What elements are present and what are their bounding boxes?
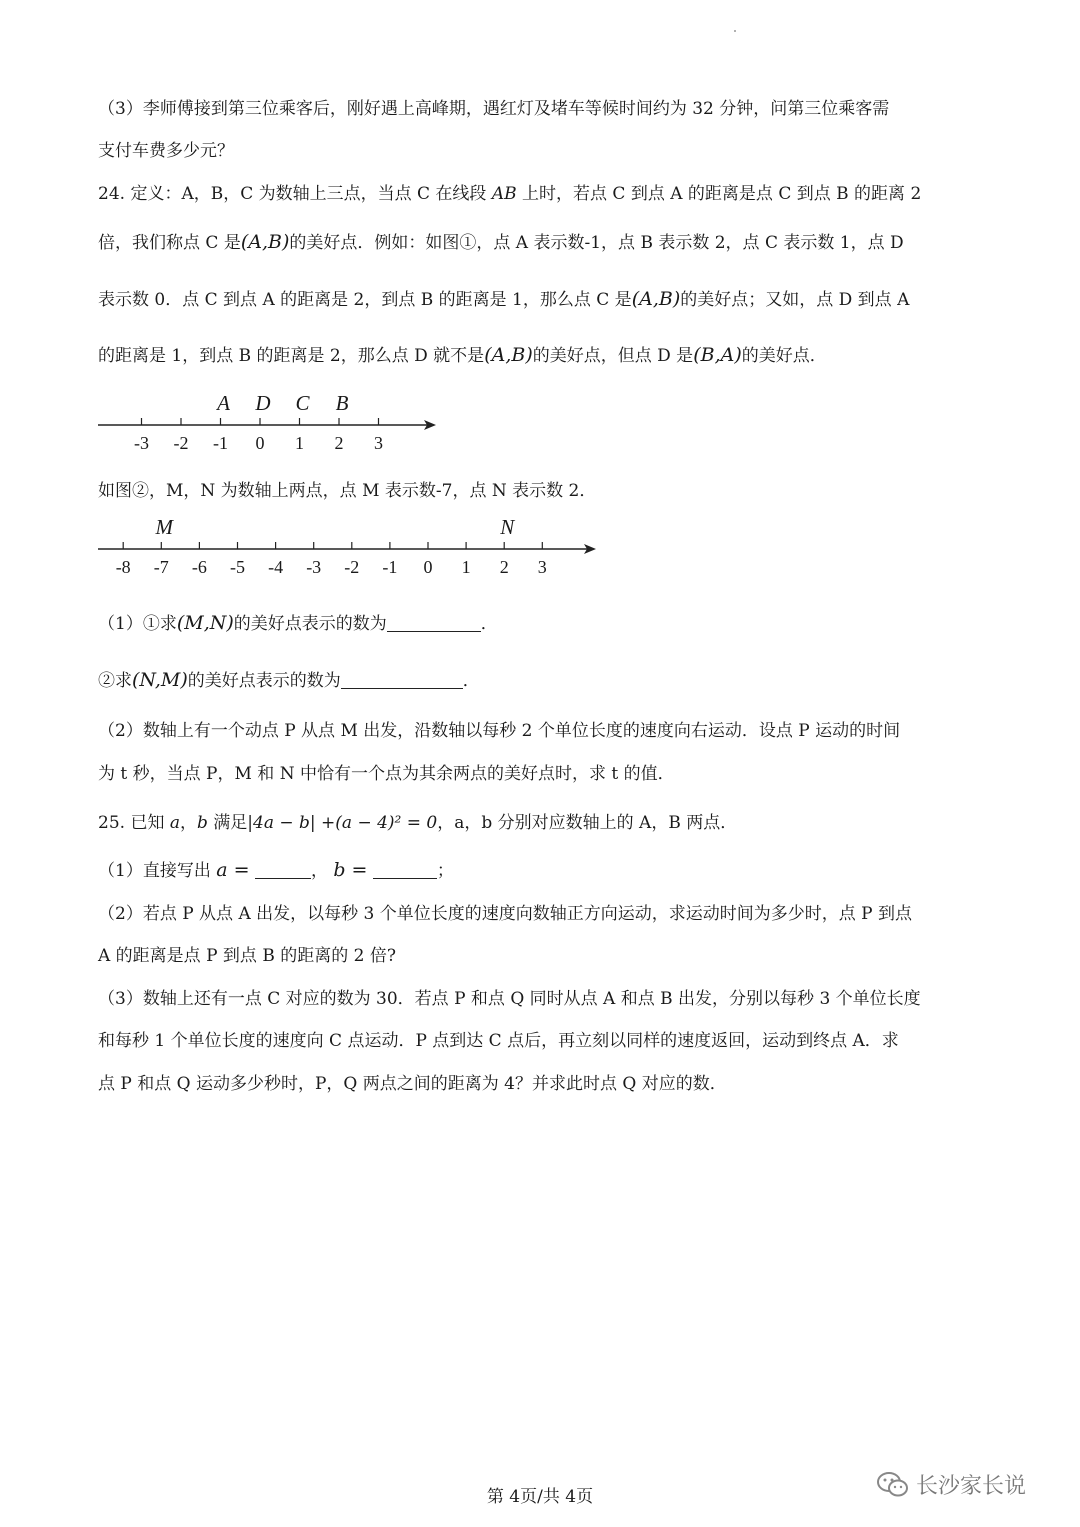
tick-label: 2	[499, 557, 509, 577]
tick-label: 0	[255, 433, 265, 453]
pair-a-b: (A,B)	[484, 344, 533, 366]
pair-a-b: (A,B)	[631, 288, 681, 310]
tick-label: -5	[230, 557, 245, 577]
page-footer: 第 4页/共 4页	[486, 1487, 594, 1507]
pair-b-a: (B,A)	[693, 344, 742, 366]
tick-label: 3	[537, 557, 547, 577]
tick-label: -6	[191, 557, 207, 577]
tick-label: -2	[344, 557, 360, 577]
answer-blank[interactable]	[341, 672, 463, 689]
segment-ab: AB	[491, 184, 517, 204]
tick-label: -1	[382, 557, 398, 577]
point-label-m: M	[155, 515, 174, 539]
watermark	[876, 1469, 1026, 1500]
tick-label: 1	[295, 433, 304, 453]
watermark-text: 长沙家长说	[916, 1474, 1027, 1499]
tick-label: -7	[153, 557, 169, 577]
point-label-n: N	[500, 515, 515, 539]
q23-part3-line2: 支付车费多少元？	[98, 141, 234, 161]
q24-line4: 的距离是 1，到点 B 的距离是 2，那么点 D 就不是(A,B)的美好点，但点 D 是(B,A)的美好点．	[98, 344, 827, 366]
pair-a-b: (A,B)	[240, 231, 290, 253]
q25-part2-line1: （2）若点 P 从点 A 出发，以每秒 3 个单位长度的速度向数轴正方向运动，求运动时间为多少时，点 P 到点	[98, 904, 913, 924]
tick-label: 1	[461, 557, 471, 577]
q24-part1-b: ②求(N,M)的美好点表示的数为 ．	[98, 669, 480, 691]
q24-part2-line2: 为 t 秒，当点 P，M 和 N 中恰有一个点为其余两点的美好点时，求 t 的值．	[98, 764, 675, 784]
q24-part2-line1: （2）数轴上有一个动点 P 从点 M 出发，沿数轴以每秒 2 个单位长度的速度向右运动．设点 P 运动的时间	[98, 721, 901, 741]
answer-blank-a[interactable]	[255, 862, 311, 879]
point-label-a: A	[217, 391, 230, 415]
answer-blank-b[interactable]	[373, 862, 437, 879]
point-label-b: B	[335, 391, 349, 415]
tick-label: -4	[268, 557, 284, 577]
point-label-c: C	[295, 391, 310, 415]
q25-part3-line1: （3）数轴上还有一点 C 对应的数为 30．若点 P 和点 Q 同时从点 A 和点 B 出发，分别以每秒 3 个单位长度	[98, 989, 921, 1009]
q24-line2: 倍，我们称点 C 是(A,B)的美好点．例如：如图①，点 A 表示数-1，点 B 表示数 2，点 C 表示数 1，点 D	[98, 231, 904, 253]
q25-part1: （1）直接写出 a = ， b = ；	[98, 859, 454, 881]
tick-label: -1	[213, 433, 228, 453]
q23-part3-line1: （3）李师傅接到第三位乘客后，刚好遇上高峰期，遇红灯及堵车等候时间约为 32 分钟，问第三位乘客需	[98, 99, 890, 119]
q24-line1: 24. 定义：A，B，C 为数轴上三点，当点 C 在线段 AB 上时，若点 C 到点 A 的距离是点 C 到点 B 的距离 2	[98, 184, 922, 204]
tick-label: 3	[374, 433, 383, 453]
pair-m-n: (M,N)	[176, 612, 234, 634]
q25-part2-line2: A 的距离是点 P 到点 B 的距离的 2 倍?	[98, 946, 396, 966]
tick-label: 0	[423, 557, 433, 577]
tick-label: 2	[334, 433, 344, 453]
tick-label: -8	[115, 557, 131, 577]
tick-label: -3	[134, 433, 149, 453]
answer-blank[interactable]	[387, 615, 481, 632]
equation: |4a − b| +(a − 4)² = 0	[247, 813, 438, 833]
pair-n-m: (N,M)	[132, 669, 188, 691]
tick-label: -2	[173, 433, 189, 453]
q24-part1-a: （1）①求(M,N)的美好点表示的数为 ．	[98, 612, 498, 634]
q25-part3-line2: 和每秒 1 个单位长度的速度向 C 点运动．P 点到达 C 点后，再立刻以同样的速度返回，运动到终点 A．求	[98, 1031, 899, 1051]
point-label-d: D	[255, 391, 271, 415]
wechat-icon	[876, 1470, 910, 1500]
q24-figure2-intro: 如图②，M，N 为数轴上两点，点 M 表示数-7，点 N 表示数 2．	[98, 481, 597, 501]
tick-label: -3	[306, 557, 322, 577]
q24-line3: 表示数 0．点 C 到点 A 的距离是 2，到点 B 的距离是 1，那么点 C 是(A,B)的美好点；又如，点 D 到点 A	[98, 288, 910, 310]
q25-part3-line3: 点 P 和点 Q 运动多少秒时，P，Q 两点之间的距离为 4？并求此时点 Q 对应的数．	[98, 1074, 727, 1094]
q25-intro: 25. 已知 a，b 满足|4a − b| +(a − 4)² = 0，a，b 分别对应数轴上的 A，B 两点．	[98, 813, 738, 833]
